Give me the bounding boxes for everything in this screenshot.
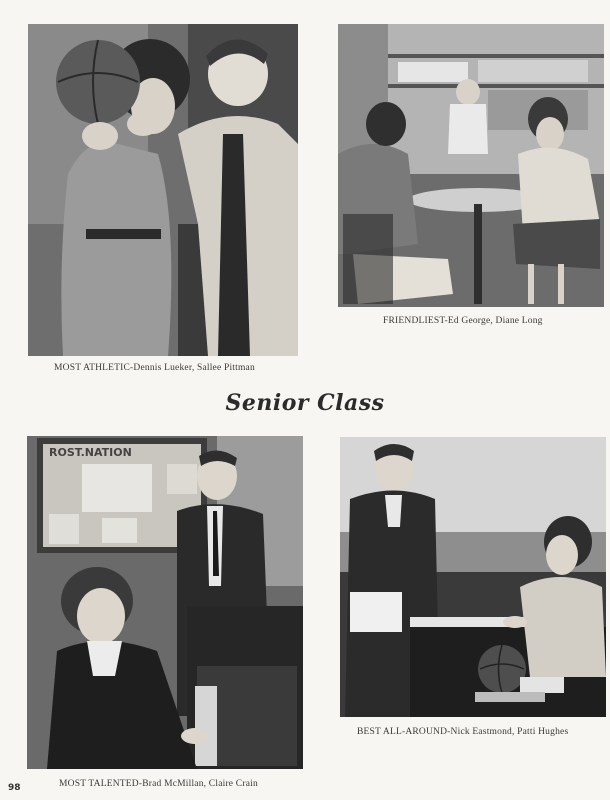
caption-most-talented: MOST TALENTED-Brad McMillan, Claire Crain xyxy=(59,779,258,789)
caption-best-all-around: BEST ALL-AROUND-Nick Eastmond, Patti Hughes xyxy=(357,727,569,737)
photo-most-athletic xyxy=(28,24,298,356)
poster-text: ROST.NATION xyxy=(49,446,132,459)
page-title: Senior Class xyxy=(225,390,385,416)
caption-most-athletic: MOST ATHLETIC-Dennis Lueker, Sallee Pittman xyxy=(54,363,255,373)
caption-friendliest: FRIENDLIEST-Ed George, Diane Long xyxy=(383,316,543,326)
photo-most-talented xyxy=(27,436,303,769)
page-number: 98 xyxy=(8,783,21,793)
photo-best-all-around xyxy=(340,437,606,717)
photo-friendliest xyxy=(338,24,604,307)
